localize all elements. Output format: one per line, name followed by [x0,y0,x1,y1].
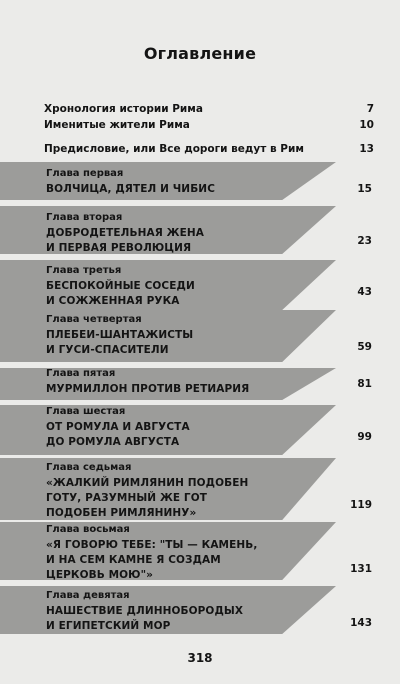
chapter-title-line: И ГУСИ-СПАСИТЕЛИ [46,344,169,356]
toc-chapter-7 [46,460,372,521]
chapter-page: 99 [357,431,372,443]
chapter-page: 59 [357,341,372,353]
chapter-label: Глава седьмая [46,462,132,473]
chapter-title-line: ГОТУ, РАЗУМНЫЙ ЖЕ ГОТ [46,492,208,504]
toc-chapter-8 [46,522,372,583]
chapter-label: Глава шестая [46,406,126,417]
chapter-label: Глава четвертая [46,314,142,325]
chapter-label: Глава пятая [46,368,116,379]
toc-chapter-2 [46,210,372,256]
toc-entry-famous-citizens [44,119,374,132]
toc-chapter-3 [46,263,372,309]
chapter-title-line: ДОБРОДЕТЕЛЬНАЯ ЖЕНА [46,227,204,239]
toc-chapter-4 [46,312,372,358]
toc-entry-page: 7 [366,103,374,115]
chapter-title-line: «Я ГОВОРЮ ТЕБЕ: "ТЫ — КАМЕНЬ, [46,539,258,551]
chapter-page: 43 [357,286,372,298]
toc-chapter-9 [46,588,372,634]
chapter-page: 143 [350,617,372,629]
chapter-title-line: ОТ РОМУЛА И АВГУСТА [46,421,190,433]
chapter-label: Глава третья [46,265,122,276]
toc-entry-page: 13 [359,143,374,155]
toc-entry-page: 10 [359,119,374,131]
toc-entry-text: Именитые жители Рима [44,119,190,131]
chapter-label: Глава восьмая [46,524,130,535]
chapter-label: Глава девятая [46,590,130,601]
chapter-page: 131 [350,563,372,575]
page-title: Оглавление [143,44,257,63]
chapter-title-line: ВОЛЧИЦА, ДЯТЕЛ И ЧИБИС [46,183,215,195]
toc-chapter-5 [46,366,372,397]
chapter-title-line: МУРМИЛЛОН ПРОТИВ РЕТИАРИЯ [46,383,250,395]
chapter-title-line: «ЖАЛКИЙ РИМЛЯНИН ПОДОБЕН [46,477,249,489]
chapter-title-line: И ПЕРВАЯ РЕВОЛЮЦИЯ [46,242,192,254]
toc-entry-text: Хронология истории Рима [44,103,203,115]
chapter-page: 119 [350,499,372,511]
chapter-title-line: ПОДОБЕН РИМЛЯНИНУ» [46,507,197,519]
toc-entry-chronology [44,103,374,116]
chapter-page: 23 [357,235,372,247]
chapter-title-line: И НА СЕМ КАМНЕ Я СОЗДАМ [46,554,221,566]
chapter-label: Глава первая [46,168,124,179]
chapter-title-line: БЕСПОКОЙНЫЕ СОСЕДИ [46,280,195,292]
toc-entry-text: Предисловие, или Все дороги ведут в Рим [44,143,304,155]
chapter-title-line: И СОЖЖЕННАЯ РУКА [46,295,180,307]
chapter-label: Глава вторая [46,212,123,223]
chapter-title-line: НАШЕСТВИЕ ДЛИННОБОРОДЫХ [46,605,244,617]
toc-chapter-6 [46,404,372,450]
chapter-title-line: ДО РОМУЛА АВГУСТА [46,436,180,448]
chapter-title-line: ПЛЕБЕИ-ШАНТАЖИСТЫ [46,329,194,341]
page-number: 318 [187,651,213,665]
toc-entry-preface [44,143,374,156]
chapter-page: 81 [357,378,372,390]
chapter-page: 15 [357,183,372,195]
toc-chapter-1 [46,166,372,197]
chapter-title-line: И ЕГИПЕТСКИЙ МОР [46,620,171,632]
chapter-title-line: ЦЕРКОВЬ МОЮ"» [46,569,154,581]
